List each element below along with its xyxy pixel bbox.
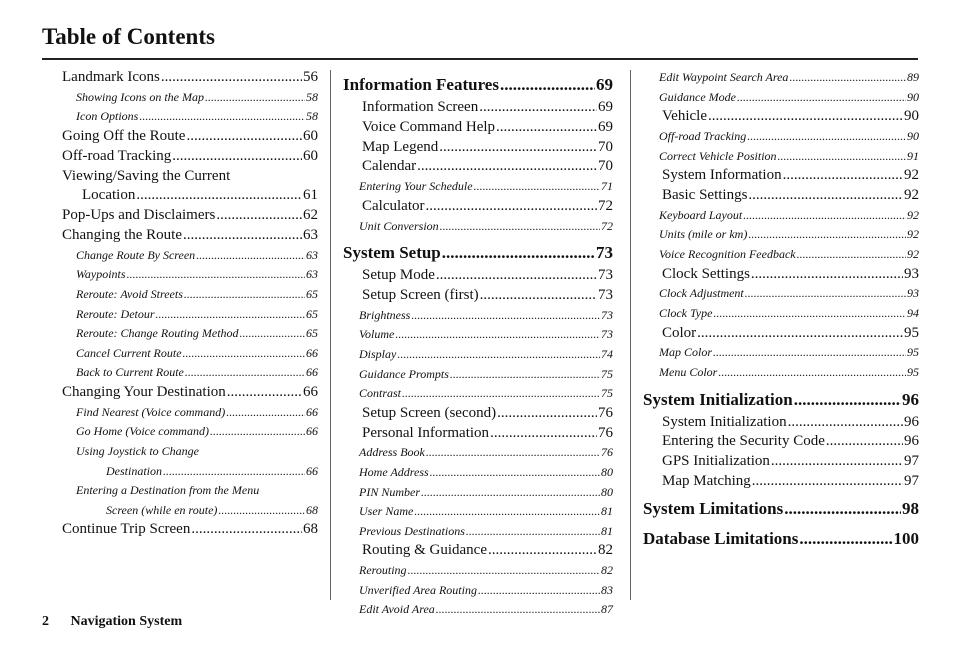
- toc-entry-label: Database Limitations: [643, 528, 799, 548]
- toc-entry-label: Change Route By Screen: [76, 247, 196, 262]
- dot-leader: [402, 384, 600, 404]
- toc-entry-label: Rerouting: [359, 563, 407, 578]
- dot-leader: [426, 443, 600, 463]
- dot-leader: [826, 432, 903, 452]
- toc-entry-page: 65: [306, 306, 318, 321]
- dot-leader: [183, 226, 302, 246]
- toc-entry-label: Clock Settings: [662, 265, 750, 282]
- toc-entry[interactable]: [62, 206, 318, 226]
- dot-leader: [748, 225, 906, 245]
- toc-entry-label: System Setup: [343, 243, 441, 263]
- toc-entry[interactable]: [343, 197, 613, 217]
- toc-entry[interactable]: [643, 363, 919, 383]
- toc-entry[interactable]: [343, 561, 613, 581]
- dot-leader: [752, 472, 903, 492]
- dot-leader: [737, 88, 906, 108]
- dot-leader: [139, 107, 305, 127]
- toc-entry-label: Setup Screen (first): [362, 286, 479, 303]
- toc-entry-page: 97: [904, 472, 919, 489]
- toc-entry[interactable]: [62, 88, 318, 108]
- toc-entry[interactable]: [343, 522, 613, 542]
- toc-entry[interactable]: [643, 265, 919, 285]
- book-title: Navigation System: [70, 614, 183, 629]
- toc-entry-label: Home Address: [359, 464, 429, 479]
- toc-entry-page: 91: [907, 148, 919, 163]
- toc-entry-label: User Name: [359, 504, 414, 519]
- toc-entry-label: Entering the Security Code: [662, 433, 825, 450]
- dot-leader: [797, 245, 906, 265]
- toc-entry-label: Contrast: [359, 386, 402, 401]
- toc-entry-page: 69: [598, 118, 613, 135]
- toc-entry[interactable]: [343, 217, 613, 237]
- toc-entry-page: 93: [907, 286, 919, 301]
- dot-leader: [439, 138, 597, 158]
- toc-entry-label: Reroute: Detour: [76, 306, 155, 321]
- toc-entry-label: Reroute: Avoid Streets: [76, 286, 183, 301]
- toc-entry-label: Entering Your Schedule: [359, 179, 473, 194]
- toc-entry-label: Destination: [106, 463, 162, 478]
- dot-leader: [408, 561, 600, 581]
- toc-entry-page: 72: [598, 197, 613, 214]
- dot-leader: [478, 581, 600, 601]
- toc-entry[interactable]: [343, 483, 613, 503]
- toc-entry-page: 90: [907, 128, 919, 143]
- toc-entry[interactable]: [643, 284, 919, 304]
- toc-entry-page: 70: [598, 138, 613, 155]
- toc-entry-page: 96: [904, 433, 919, 450]
- toc-entry-page: 63: [303, 226, 318, 243]
- toc-entry-label: Pop-Ups and Disclaimers: [62, 207, 216, 224]
- toc-entry-page: 58: [306, 89, 318, 104]
- toc-entry-label: Off-road Tracking: [659, 128, 747, 143]
- toc-entry[interactable]: [62, 285, 318, 305]
- toc-entry-page: 80: [601, 464, 613, 479]
- toc-entry[interactable]: [643, 88, 919, 108]
- toc-entry-page: 72: [601, 218, 613, 233]
- toc-entry-page: 80: [601, 484, 613, 499]
- toc-entry[interactable]: [343, 581, 613, 601]
- dot-leader: [136, 186, 302, 206]
- toc-entry[interactable]: [643, 206, 919, 226]
- dot-leader: [743, 206, 906, 226]
- toc-entry-label: Routing & Guidance: [362, 542, 487, 559]
- toc-entry-label: Display: [359, 346, 397, 361]
- dot-leader: [161, 68, 302, 88]
- toc-entry-label: System Initialization: [662, 413, 787, 430]
- toc-entry[interactable]: [343, 345, 613, 365]
- toc-entry-label: Go Home (Voice command): [76, 424, 209, 439]
- dot-leader: [479, 98, 597, 118]
- toc-entry-label: Off-road Tracking: [62, 147, 172, 164]
- dot-leader: [799, 526, 892, 552]
- toc-entry-label: Information Screen: [362, 99, 479, 115]
- dot-leader: [450, 365, 600, 385]
- toc-entry[interactable]: [62, 442, 318, 481]
- toc-entry-page: 66: [306, 345, 318, 360]
- toc-entry-page: 95: [907, 345, 919, 360]
- dot-leader: [789, 68, 906, 88]
- toc-entry[interactable]: [343, 404, 613, 424]
- toc-entry[interactable]: [62, 481, 318, 520]
- toc-entry-page: 75: [601, 386, 613, 401]
- toc-entry[interactable]: [343, 240, 613, 266]
- toc-entry[interactable]: [62, 127, 318, 147]
- toc-entry-label: Back to Current Route: [76, 365, 184, 380]
- toc-entry[interactable]: [343, 157, 613, 177]
- dot-leader: [778, 147, 906, 167]
- toc-entry[interactable]: [643, 225, 919, 245]
- dot-leader: [127, 265, 305, 285]
- toc-entry[interactable]: [643, 68, 919, 88]
- dot-leader: [436, 266, 597, 286]
- toc-entry-label: Voice Recognition Feedback: [659, 246, 796, 261]
- toc-entry-page: 58: [306, 109, 318, 124]
- dot-leader: [430, 463, 600, 483]
- toc-entry-page: 100: [893, 528, 919, 548]
- dot-leader: [186, 127, 302, 147]
- dot-leader: [414, 502, 600, 522]
- toc-entry[interactable]: [343, 118, 613, 138]
- toc-entry[interactable]: [343, 177, 613, 197]
- toc-entry-page: 63: [306, 247, 318, 262]
- toc-entry-page: 66: [306, 404, 318, 419]
- toc-entry-page: 98: [902, 498, 919, 518]
- toc-entry-page: 92: [907, 227, 919, 242]
- dot-leader: [185, 363, 305, 383]
- toc-entry-label: Map Color: [659, 345, 713, 360]
- toc-entry[interactable]: [62, 363, 318, 383]
- toc-column-3: [643, 68, 919, 552]
- toc-entry[interactable]: [643, 526, 919, 552]
- toc-entry-page: 81: [601, 523, 613, 538]
- toc-entry-page: 76: [598, 424, 613, 441]
- toc-entry-page: 94: [907, 305, 919, 320]
- toc-entry[interactable]: [343, 72, 613, 98]
- toc-entry[interactable]: [62, 107, 318, 127]
- toc-entry[interactable]: [62, 422, 318, 442]
- toc-entry-page: 73: [596, 243, 613, 263]
- toc-entry[interactable]: [643, 166, 919, 186]
- dot-leader: [440, 217, 600, 237]
- toc-entry[interactable]: [343, 365, 613, 385]
- toc-entry-page: 65: [306, 286, 318, 301]
- dot-leader: [745, 284, 906, 304]
- dot-leader: [697, 324, 903, 344]
- toc-entry-page: 83: [601, 582, 613, 597]
- toc-entry-page: 63: [306, 267, 318, 282]
- dot-leader: [226, 403, 305, 423]
- dot-leader: [436, 600, 600, 620]
- toc-entry[interactable]: [643, 432, 919, 452]
- toc-entry-label: Cancel Current Route: [76, 345, 182, 360]
- dot-leader: [417, 157, 597, 177]
- toc-entry[interactable]: [343, 98, 613, 118]
- toc-entry-page: 69: [598, 99, 613, 115]
- dot-leader: [184, 285, 305, 305]
- toc-entry-label: Icon Options: [76, 109, 139, 124]
- toc-entry-page: 75: [601, 366, 613, 381]
- toc-entry-label: Showing Icons on the Map: [76, 89, 204, 104]
- dot-leader: [718, 363, 906, 383]
- toc-entry[interactable]: [643, 127, 919, 147]
- dot-leader: [172, 147, 302, 167]
- dot-leader: [156, 305, 305, 325]
- toc-entry-page: 69: [596, 75, 613, 94]
- toc-entry[interactable]: [62, 68, 318, 88]
- toc-entry[interactable]: [62, 344, 318, 364]
- toc-entry[interactable]: [343, 286, 613, 306]
- toc-entry[interactable]: [343, 502, 613, 522]
- toc-entry-page: 76: [598, 404, 613, 421]
- toc-entry[interactable]: [62, 167, 318, 207]
- toc-entry[interactable]: [643, 496, 919, 522]
- toc-entry-page: 92: [904, 186, 919, 203]
- toc-entry-page: 87: [601, 602, 613, 617]
- dot-leader: [751, 265, 903, 285]
- toc-entry-page: 56: [303, 69, 318, 85]
- toc-entry-label: Map Matching: [662, 472, 751, 489]
- dot-leader: [163, 462, 305, 482]
- toc-entry-label: Voice Command Help: [362, 118, 496, 135]
- page-title: Table of Contents: [42, 24, 215, 49]
- dot-leader: [497, 404, 597, 424]
- dot-leader: [480, 286, 597, 306]
- toc-entry-label: Waypoints: [76, 267, 126, 282]
- toc-entry[interactable]: [62, 403, 318, 423]
- toc-entry[interactable]: [643, 147, 919, 167]
- toc-entry-page: 73: [598, 286, 613, 303]
- toc-entry-page: 68: [306, 502, 318, 517]
- toc-entry-label: Using Joystick to Change: [76, 443, 199, 458]
- toc-entry-label: Map Legend: [362, 138, 439, 155]
- toc-entry-label: PIN Number: [359, 484, 420, 499]
- toc-entry-label: Previous Destinations: [359, 523, 465, 538]
- toc-entry[interactable]: [343, 600, 613, 620]
- toc-entry-page: 93: [904, 265, 919, 282]
- dot-leader: [227, 383, 302, 403]
- toc-entry-page: 74: [601, 346, 613, 361]
- toc-entry-page: 70: [598, 158, 613, 175]
- toc-entry[interactable]: [62, 246, 318, 266]
- toc-entry-page: 60: [303, 127, 318, 144]
- toc-entry-label: Edit Waypoint Search Area: [659, 70, 789, 84]
- toc-column-1: [62, 68, 318, 540]
- dot-leader: [771, 452, 903, 472]
- toc-entry-label: Location: [82, 187, 136, 204]
- page-footer: [42, 614, 182, 630]
- toc-entry-label: Information Features: [343, 75, 499, 94]
- toc-entry[interactable]: [643, 186, 919, 206]
- dot-leader: [748, 186, 903, 206]
- toc-entry[interactable]: [643, 387, 919, 413]
- toc-entry[interactable]: [643, 343, 919, 363]
- toc-entry-page: 90: [907, 89, 919, 104]
- toc-entry[interactable]: [343, 138, 613, 158]
- dot-leader: [788, 413, 903, 433]
- toc-entry-label: Guidance Prompts: [359, 366, 449, 381]
- toc-entry[interactable]: [62, 324, 318, 344]
- toc-entry-label: Vehicle: [662, 108, 707, 125]
- toc-entry-label: Color: [662, 324, 697, 341]
- toc-entry[interactable]: [343, 424, 613, 444]
- toc-entry[interactable]: [62, 305, 318, 325]
- toc-entry-label: Screen (while en route): [106, 502, 218, 517]
- toc-entry-label: Units (mile or km): [659, 227, 748, 242]
- dot-leader: [411, 306, 600, 326]
- toc-entry-label: Address Book: [359, 445, 425, 460]
- toc-entry-page: 73: [598, 267, 613, 284]
- toc-entry-label: Brightness: [359, 307, 411, 322]
- toc-entry-label: Going Off the Route: [62, 127, 186, 144]
- dot-leader: [784, 496, 901, 522]
- toc-entry-label: Find Nearest (Voice command): [76, 404, 226, 419]
- toc-entry-page: 95: [904, 324, 919, 341]
- toc-entry-page: 61: [303, 187, 318, 204]
- dot-leader: [708, 107, 903, 127]
- toc-entry-page: 68: [303, 521, 318, 538]
- toc-column-2: [343, 68, 613, 620]
- toc-entry-page: 60: [303, 147, 318, 164]
- toc-entry-label: Changing Your Destination: [62, 383, 226, 400]
- toc-entry-label: Changing the Route: [62, 226, 182, 243]
- toc-entry-page: 89: [907, 70, 919, 84]
- toc-entry-label: System Limitations: [643, 498, 784, 518]
- dot-leader: [240, 324, 305, 344]
- toc-entry-label: Continue Trip Screen: [62, 521, 191, 538]
- toc-entry-page: 97: [904, 453, 919, 470]
- toc-entry[interactable]: [643, 107, 919, 127]
- toc-entry[interactable]: [643, 245, 919, 265]
- toc-entry-label: Clock Adjustment: [659, 286, 744, 301]
- toc-entry-label: Calculator: [362, 197, 425, 214]
- dot-leader: [421, 483, 600, 503]
- toc-entry-label: Basic Settings: [662, 186, 748, 203]
- toc-entry-page: 76: [601, 445, 613, 460]
- toc-entry[interactable]: [62, 520, 318, 540]
- toc-entry-label: Viewing/Saving the Current: [62, 167, 231, 184]
- toc-entry[interactable]: [643, 304, 919, 324]
- toc-entry-page: 73: [601, 307, 613, 322]
- toc-entry[interactable]: [343, 463, 613, 483]
- toc-entry[interactable]: [343, 384, 613, 404]
- toc-entry-label: Personal Information: [362, 424, 490, 441]
- toc-entry-label: Correct Vehicle Position: [659, 148, 777, 163]
- toc-entry-label: Reroute: Change Routing Method: [76, 326, 239, 341]
- toc-entry-page: 96: [902, 389, 919, 409]
- toc-entry-page: 66: [306, 365, 318, 380]
- toc-entry-label: Entering a Destination from the Menu: [76, 483, 260, 498]
- toc-entry-label: Edit Avoid Area: [359, 602, 435, 617]
- toc-entry-page: 62: [303, 207, 318, 224]
- dot-leader: [395, 325, 600, 345]
- toc-entry-page: 66: [303, 383, 318, 400]
- dot-leader: [474, 177, 600, 197]
- dot-leader: [713, 343, 906, 363]
- dot-leader: [205, 88, 305, 108]
- toc-entry-page: 82: [598, 542, 613, 559]
- toc-entry[interactable]: [62, 265, 318, 285]
- toc-entry-page: 95: [907, 364, 919, 379]
- dot-leader: [783, 166, 903, 186]
- toc-entry-label: Setup Screen (second): [362, 404, 497, 421]
- toc-entry-page: 81: [601, 504, 613, 519]
- page-number: 2: [42, 614, 49, 629]
- dot-leader: [490, 424, 597, 444]
- dot-leader: [466, 522, 600, 542]
- toc-entry[interactable]: [643, 472, 919, 492]
- toc-entry-label: Guidance Mode: [659, 89, 736, 104]
- toc-entry[interactable]: [343, 306, 613, 326]
- dot-leader: [397, 345, 600, 365]
- dot-leader: [218, 501, 305, 521]
- toc-entry-page: 92: [907, 246, 919, 261]
- toc-entry-page: 92: [904, 167, 919, 184]
- dot-leader: [488, 541, 597, 561]
- toc-entry-label: Volume: [359, 327, 395, 342]
- toc-entry-label: System Initialization: [643, 389, 793, 409]
- dot-leader: [210, 422, 305, 442]
- toc-entry-page: 66: [306, 463, 318, 478]
- dot-leader: [425, 197, 597, 217]
- toc-entry-label: Menu Color: [659, 364, 718, 379]
- toc-entry-page: 73: [601, 327, 613, 342]
- toc-entry[interactable]: [343, 443, 613, 463]
- toc-entry-label: Unit Conversion: [359, 218, 439, 233]
- toc-entry-label: Keyboard Layout: [659, 207, 743, 222]
- toc-entry-page: 71: [601, 179, 613, 194]
- title-rule: [42, 58, 918, 60]
- toc-entry-label: GPS Initialization: [662, 453, 770, 470]
- toc-entry[interactable]: [643, 452, 919, 472]
- dot-leader: [442, 240, 595, 266]
- dot-leader: [713, 304, 906, 324]
- toc-entry-page: 96: [904, 413, 919, 430]
- toc-entry[interactable]: [643, 413, 919, 433]
- dot-leader: [183, 344, 305, 364]
- column-divider: [630, 70, 631, 600]
- dot-leader: [191, 520, 302, 540]
- dot-leader: [196, 246, 305, 266]
- toc-entry-label: Clock Type: [659, 305, 713, 320]
- toc-entry-label: Landmark Icons: [62, 69, 160, 85]
- dot-leader: [216, 206, 302, 226]
- toc-entry-label: Calendar: [362, 158, 417, 175]
- toc-entry[interactable]: [62, 147, 318, 167]
- toc-entry-label: Unverified Area Routing: [359, 582, 477, 597]
- toc-entry[interactable]: [62, 383, 318, 403]
- dot-leader: [500, 72, 595, 98]
- toc-entry-label: Setup Mode: [362, 267, 435, 284]
- column-divider: [330, 70, 331, 600]
- toc-entry[interactable]: [62, 226, 318, 246]
- toc-entry-page: 66: [306, 424, 318, 439]
- dot-leader: [747, 127, 906, 147]
- toc-entry-page: 82: [601, 563, 613, 578]
- toc-entry[interactable]: [343, 325, 613, 345]
- toc-entry[interactable]: [343, 541, 613, 561]
- toc-entry-page: 65: [306, 326, 318, 341]
- toc-entry-page: 92: [907, 207, 919, 222]
- toc-entry-page: 90: [904, 108, 919, 125]
- dot-leader: [496, 118, 597, 138]
- toc-entry-label: System Information: [662, 167, 782, 184]
- toc-entry[interactable]: [343, 266, 613, 286]
- dot-leader: [794, 387, 901, 413]
- toc-entry[interactable]: [643, 324, 919, 344]
